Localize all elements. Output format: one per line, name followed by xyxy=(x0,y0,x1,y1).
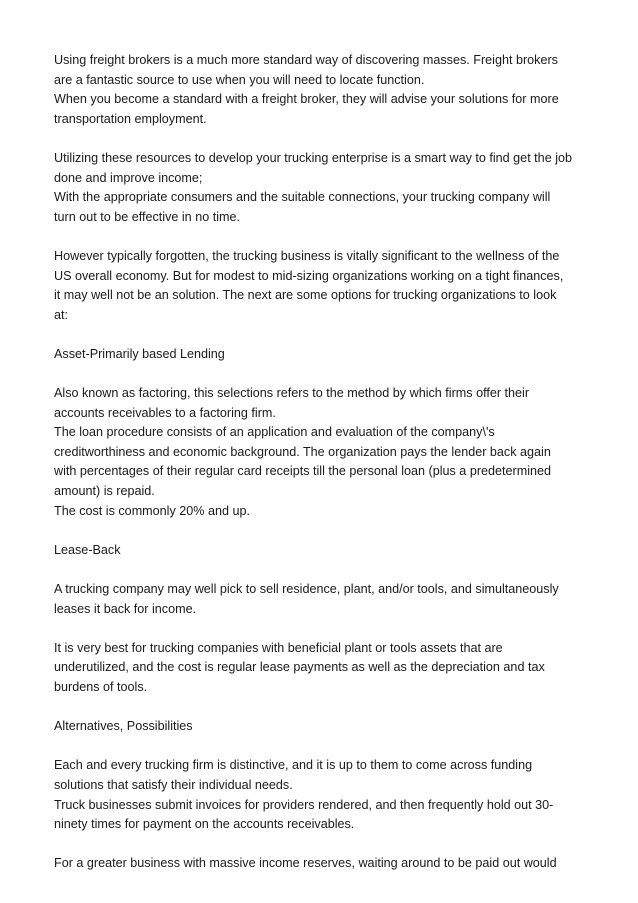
text-line: For a greater business with massive income reserves, waiting around to be paid out would xyxy=(54,856,557,871)
text-line: solutions that satisfy their individual needs. xyxy=(54,777,293,792)
text-line: It is very best for trucking companies with beneficial plant or tools assets that are xyxy=(54,640,503,655)
text-line: accounts receivables to a factoring firm. xyxy=(54,405,276,420)
text-line: With the appropriate consumers and the suitable connections, your trucking company will xyxy=(54,190,551,205)
paragraph-sell-residence xyxy=(54,580,594,619)
heading-asset-lending xyxy=(54,345,594,365)
paragraph-resources xyxy=(54,149,594,227)
text-line: underutilized, and the cost is regular lease payments as well as the depreciation and tax xyxy=(54,660,545,675)
text-line: transportation employment. xyxy=(54,111,207,126)
paragraph-income-reserves xyxy=(54,854,594,874)
text-line: A trucking company may well pick to sell residence, plant, and/or tools, and simultaneously xyxy=(54,582,559,597)
text-line: at: xyxy=(54,307,69,322)
text-line: ninety times for payment on the accounts receivables. xyxy=(54,817,355,832)
text-line: it may well not be an solution. The next are some options for trucking organizations to look xyxy=(54,288,557,303)
text-line: However typically forgotten, the trucking business is vitally significant to the wellness of the xyxy=(54,248,560,263)
paragraph-plant-assets xyxy=(54,639,594,698)
text-line: amount) is repaid. xyxy=(54,484,155,499)
paragraph-funding-solutions xyxy=(54,756,594,834)
text-line: The cost is commonly 20% and up. xyxy=(54,503,250,518)
section-heading: Alternatives, Possibilities xyxy=(54,719,193,734)
text-line: US overall economy. But for modest to mid-sizing organizations working on a tight finances, xyxy=(54,268,564,283)
text-line: Also known as factoring, this selections refers to the method by which firms offer their xyxy=(54,386,530,401)
section-heading: Asset-Primarily based Lending xyxy=(54,346,225,361)
text-line: burdens of tools. xyxy=(54,680,148,694)
document-page xyxy=(54,51,594,894)
heading-alternatives xyxy=(54,717,594,737)
text-line: with percentages of their regular card receipts till the personal loan (plus a predetermined xyxy=(54,464,552,479)
section-heading: Lease-Back xyxy=(54,542,121,557)
paragraph-factoring xyxy=(54,384,594,521)
text-line: turn out to be effective in no time. xyxy=(54,209,240,224)
heading-lease-back xyxy=(54,541,594,561)
text-line: creditworthiness and economic background. The organization pays the lender back again xyxy=(54,444,551,459)
text-line: The loan procedure consists of an application and evaluation of the company\'s xyxy=(54,425,495,440)
text-line: Each and every trucking firm is distinctive, and it is up to them to come across funding xyxy=(54,758,533,773)
paragraph-freight-brokers xyxy=(54,51,594,129)
paragraph-trucking-business xyxy=(54,247,594,325)
text-line: When you become a standard with a freight broker, they will advise your solutions for more xyxy=(54,92,559,107)
text-line: Truck businesses submit invoices for providers rendered, and then frequently hold out 30- xyxy=(54,797,554,812)
text-line: done and improve income; xyxy=(54,170,203,185)
text-line: Using freight brokers is a much more standard way of discovering masses. Freight brokers xyxy=(54,53,558,67)
text-line: are a fantastic source to use when you will need to locate function. xyxy=(54,72,425,87)
text-line: leases it back for income. xyxy=(54,601,197,616)
text-line: Utilizing these resources to develop your trucking enterprise is a smart way to find get the job xyxy=(54,150,572,165)
